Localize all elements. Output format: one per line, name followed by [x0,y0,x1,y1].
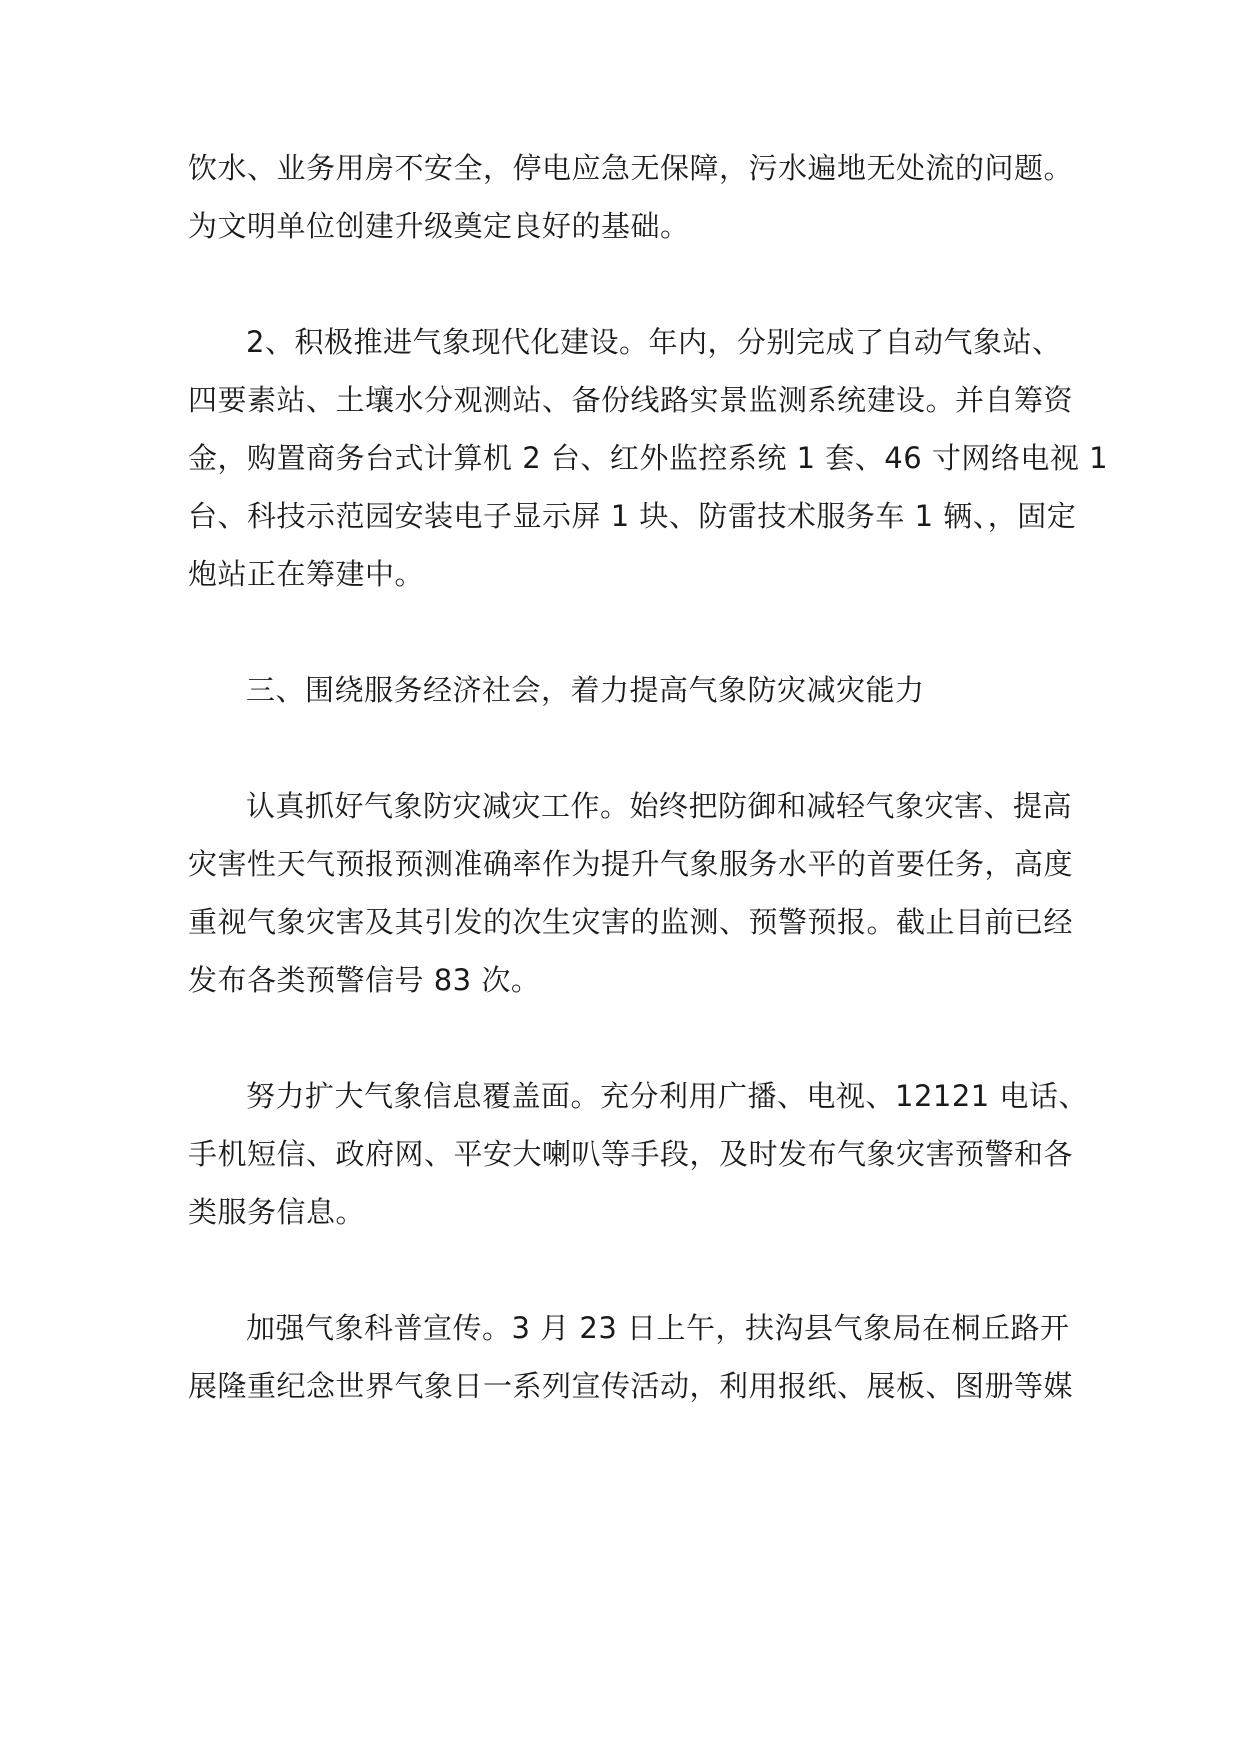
paragraph-2-line-4: 台、科技示范园安装电子显示屏 1 块、防雷技术服务车 1 辆、，固定 [188,499,1077,533]
paragraph-4-line-2: 灾害性天气预报预测准确率作为提升气象服务水平的首要任务，高度 [188,847,1074,881]
paragraph-2-line-2: 四要素站、土壤水分观测站、备份线路实景监测系统建设。并自筹资 [188,383,1074,417]
paragraph-2-line-1: 2、积极推进气象现代化建设。年内，分别完成了自动气象站、 [246,325,1062,359]
paragraph-1-line-2: 为文明单位创建升级奠定良好的基础。 [188,209,690,243]
paragraph-6-line-2: 展隆重纪念世界气象日一系列宣传活动，利用报纸、展板、图册等媒 [188,1369,1074,1403]
paragraph-1-line-1: 饮水、业务用房不安全，停电应急无保障，污水遍地无处流的问题。 [188,151,1074,185]
paragraph-4-line-4: 发布各类预警信号 83 次。 [188,963,541,997]
paragraph-2-line-3: 金，购置商务台式计算机 2 台、红外监控系统 1 套、46 寸网络电视 1 [188,441,1109,475]
paragraph-5-line-2: 手机短信、政府网、平安大喇叭等手段，及时发布气象灾害预警和各 [188,1137,1074,1171]
paragraph-4-line-3: 重视气象灾害及其引发的次生灾害的监测、预警预报。截止目前已经 [188,905,1074,939]
paragraph-5-line-3: 类服务信息。 [188,1195,366,1229]
paragraph-4-line-1: 认真抓好气象防灾减灾工作。始终把防御和减轻气象灾害、提高 [246,789,1073,823]
paragraph-6-line-1: 加强气象科普宣传。3 月 23 日上午，扶沟县气象局在桐丘路开 [246,1311,1070,1345]
paragraph-5-line-1: 努力扩大气象信息覆盖面。充分利用广播、电视、12121 电话、 [246,1079,1088,1113]
paragraph-2-line-5: 炮站正在筹建中。 [188,557,425,591]
section-heading: 三、围绕服务经济社会，着力提高气象防灾减灾能力 [246,673,925,707]
